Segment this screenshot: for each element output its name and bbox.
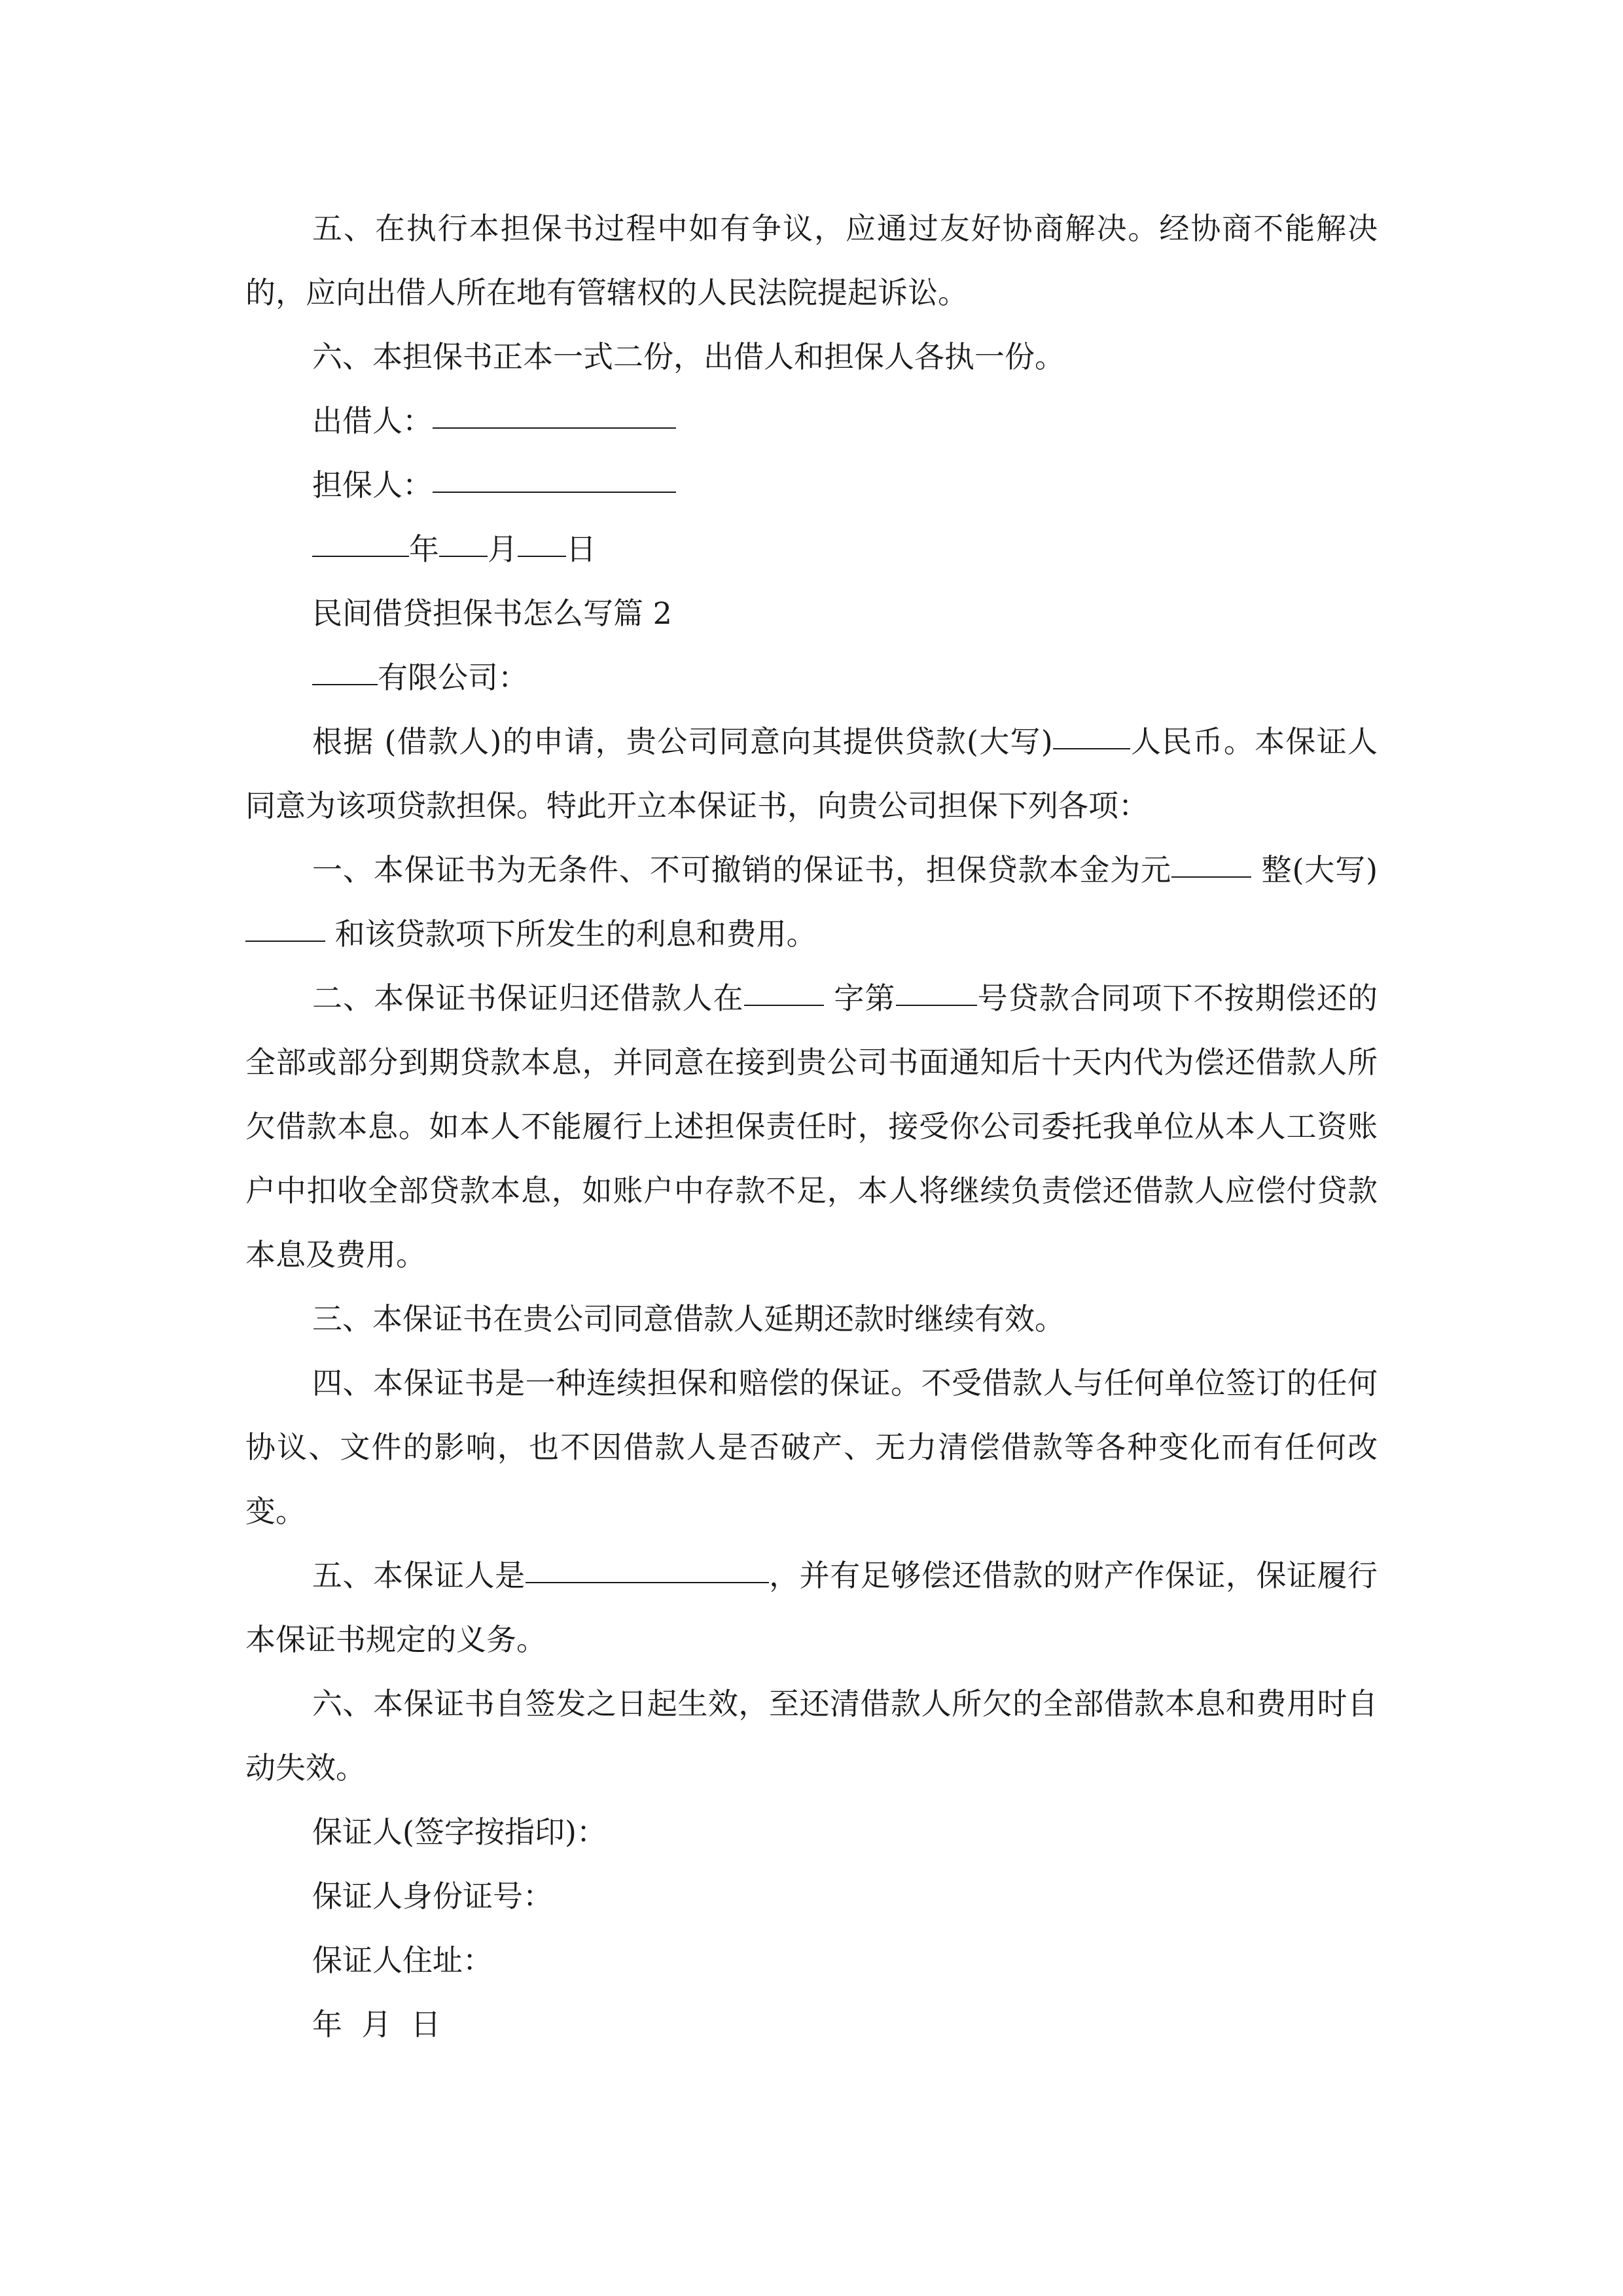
guarantor-address-label: 保证人住址： — [312, 1943, 493, 1978]
clause-1-text-c: 和该贷款项下所发生的利息和费用。 — [325, 916, 817, 952]
guarantor-blank — [433, 461, 676, 493]
clause-2-text-a: 二、本保证书保证归还借款人在 — [312, 980, 744, 1016]
paragraph-dispute-resolution: 五、在执行本担保书过程中如有争议，应通过友好协商解决。经协商不能解决的，应向出借人所在地有管辖权的人民法院提起诉讼。 — [245, 211, 1378, 310]
company-name-blank — [312, 654, 378, 685]
intro-text-b: 人民币。本保证人同意为该项贷款担保。特此开立本保证书，向贵公司担保下列各项： — [245, 724, 1378, 823]
month-label: 月 — [488, 531, 518, 567]
guarantor-sign-label: 保证人(签字按指印)： — [312, 1814, 607, 1850]
intro-text-a: 根据 (借款人)的申请，贵公司同意向其提供贷款(大写) — [312, 724, 1053, 759]
year-blank — [312, 526, 409, 557]
lender-blank — [433, 397, 676, 429]
addressee-line — [245, 645, 1378, 709]
day-label: 日 — [566, 531, 596, 567]
paragraph-clause-4: 四、本保证书是一种连续担保和赔偿的保证。不受借款人与任何单位签订的任何协议、文件的影响，也不因借款人是否破产、无力清偿借款等各种变化而有任何改变。 — [245, 1365, 1378, 1529]
contract-number-blank — [896, 975, 977, 1006]
guarantor-label: 担保人： — [312, 467, 433, 503]
guarantor-signature-line — [245, 453, 1378, 517]
final-date-line: 年 月 日 — [312, 2007, 441, 2042]
addressee-suffix: 有限公司： — [378, 660, 528, 695]
paragraph-clause-2 — [245, 966, 1378, 1287]
section-title: 民间借贷担保书怎么写篇 2 — [312, 596, 672, 631]
guarantor-identity-blank — [526, 1552, 769, 1583]
paragraph-clause-1 — [245, 838, 1378, 966]
contract-prefix-blank — [744, 975, 824, 1006]
document-page — [245, 196, 1378, 2056]
paragraph-clause-3: 三、本保证书在贵公司同意借款人延期还款时继续有效。 — [312, 1301, 1065, 1336]
clause-1-text-a: 一、本保证书为无条件、不可撤销的保证书，担保贷款本金为元 — [312, 852, 1172, 888]
lender-label: 出借人： — [312, 403, 433, 439]
clause-1-text-b: 整(大写) — [1251, 852, 1378, 888]
lender-signature-line — [245, 389, 1378, 453]
year-label: 年 — [409, 531, 439, 567]
clause-2-text-b: 字第 — [823, 980, 896, 1016]
paragraph-clause-6: 六、本保证书自签发之日起生效，至还清借款人所欠的全部借款本息和费用时自动失效。 — [245, 1686, 1378, 1785]
loan-amount-blank — [1053, 718, 1130, 749]
paragraph-intro — [245, 709, 1378, 838]
principal-blank — [1171, 846, 1251, 878]
clause-5-text-b: ，并有足够偿还借款的财产作保证，保证履行本保证书规定的义务。 — [245, 1558, 1378, 1657]
day-blank — [518, 526, 566, 557]
clause-2-text-c: 号贷款合同项下不按期偿还的全部或部分到期贷款本息，并同意在接到贵公司书面通知后十天内代为偿还借款人所欠借款本息。如本人不能履行上述担保责任时，接受你公司委托我单位从本人工资账户中扣收全部贷款本息，如账户中存款不足，本人将继续负责偿还借款人应偿付贷款本息及费用。 — [245, 980, 1378, 1272]
paragraph-clause-5 — [245, 1543, 1378, 1672]
date-line — [245, 517, 1378, 581]
clause-5-text-a: 五、本保证人是 — [312, 1558, 526, 1593]
paragraph-copies: 六、本担保书正本一式二份，出借人和担保人各执一份。 — [312, 339, 1065, 374]
principal-words-blank — [245, 910, 325, 942]
guarantor-id-label: 保证人身份证号： — [312, 1878, 553, 1914]
month-blank — [439, 526, 488, 557]
